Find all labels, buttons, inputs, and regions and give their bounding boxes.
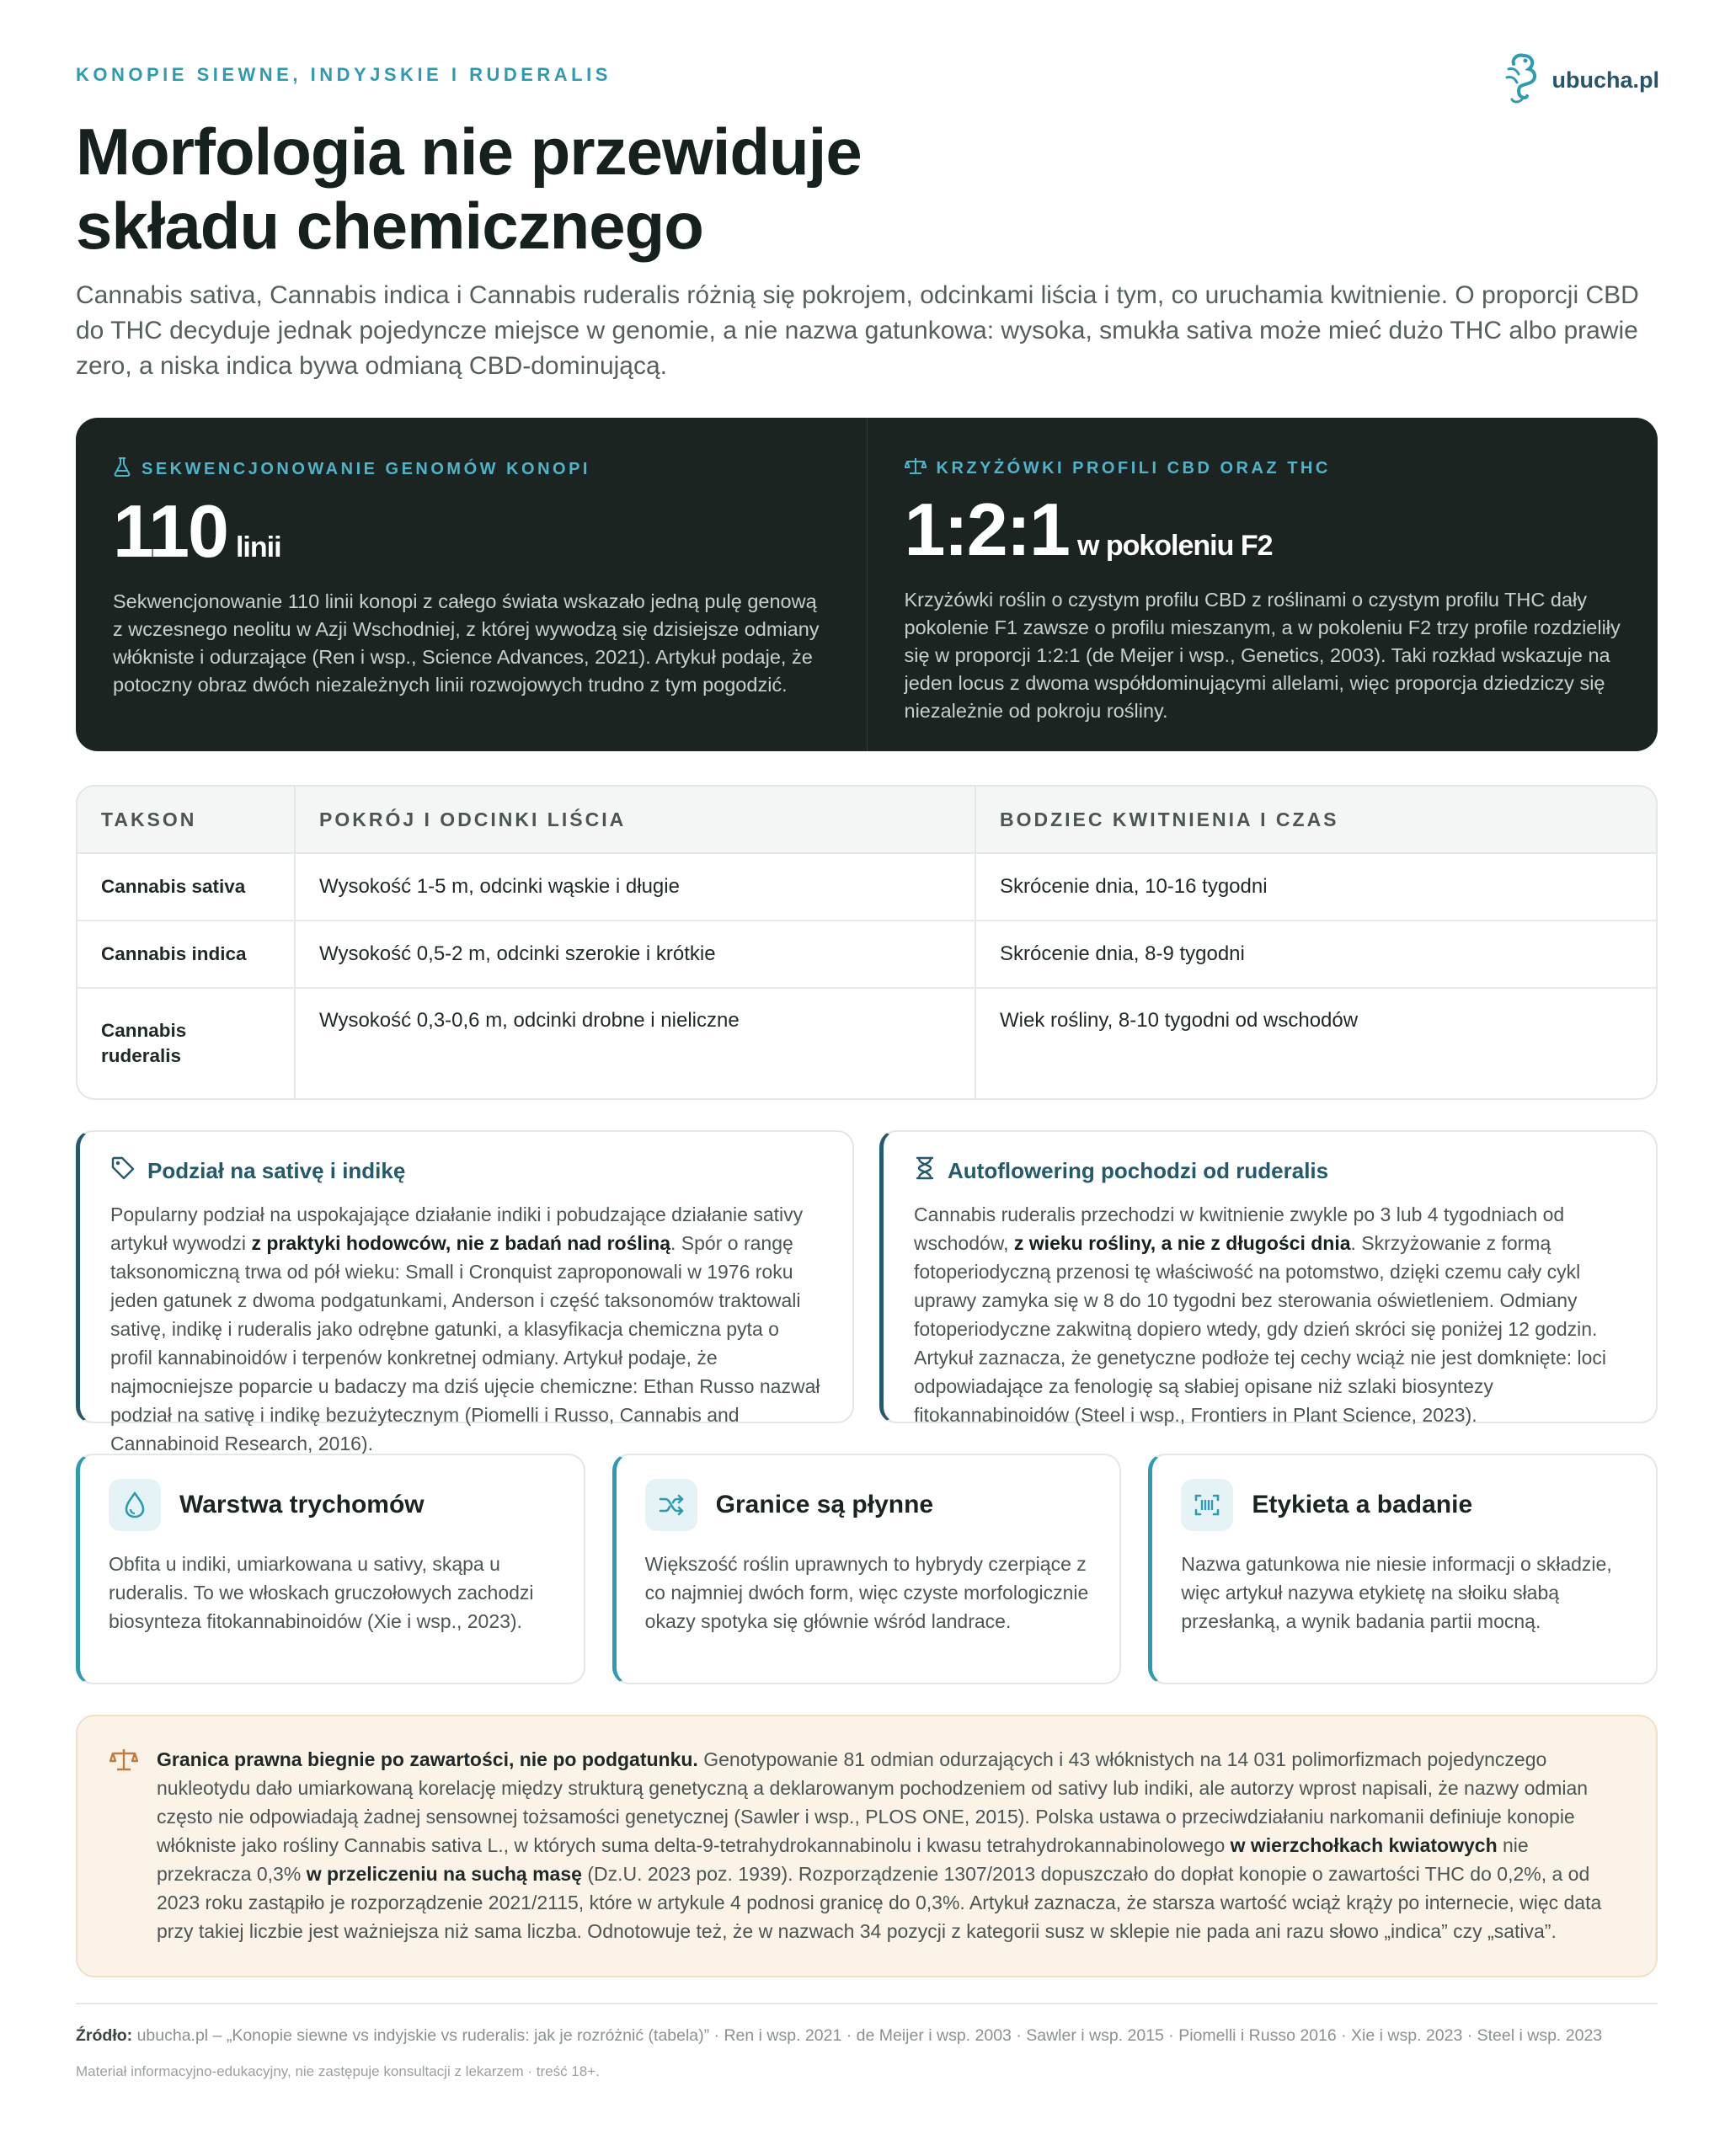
table-row xyxy=(77,853,1656,921)
barcode-scan-icon xyxy=(1181,1479,1233,1531)
card-body: Obfita u indiki, umiarkowana u sativy, skąpa u ruderalis. To we włoskach gruczołowych zachodzi biosynteza fitokannabinoidów (Xie i wsp., 2023). xyxy=(109,1553,534,1632)
flowering-cell: Skrócenie dnia, 10‑16 tygodni xyxy=(975,853,1656,921)
info-card-sativa-indica xyxy=(76,1130,854,1454)
stat-unit: linii xyxy=(235,531,281,563)
info-card-autoflowering xyxy=(879,1130,1658,1426)
seahorse-logo-icon xyxy=(1500,51,1542,110)
taxon-cell: Cannabis indica xyxy=(77,921,295,988)
legal-note xyxy=(76,1715,1658,1977)
taxon-cell: Cannabis sativa xyxy=(77,853,295,921)
stat-genome xyxy=(76,418,867,751)
hourglass-icon xyxy=(914,1155,936,1187)
morphology-cell: Wysokość 0,3‑0,6 m, odcinki drobne i nieliczne xyxy=(295,988,975,1098)
card-text: Popularny podział na uspokajające działanie indiki i pobudzające działanie sativy artykuł wywodzi xyxy=(110,1203,804,1254)
title-line-1: Morfologia nie przewiduje xyxy=(76,115,862,189)
shuffle-icon xyxy=(645,1479,697,1531)
section-kicker: KONOPIE SIEWNE, INDYJSKIE I RUDERALIS xyxy=(76,64,611,85)
stat-description: Krzyżówki roślin o czystym profilu CBD z roślinami o czystym profilu THC dały pokolenie F1 zawsze o profilu mieszanym, a w pokoleniu F2 trzy profile rozdzieliły się w proporcji 1:2:1 (de Meijer i wsp., Genetics, 2003). Taki rozkład wskazuje na jeden locus z dwoma współdominującymi allelami, więc proporcja dziedziczy się niezależnie od pokroju rośliny. xyxy=(904,589,1621,722)
card-body xyxy=(914,1200,1626,1429)
flowering-cell: Skrócenie dnia, 8‑9 tygodni xyxy=(975,921,1656,988)
card-body: Nazwa gatunkowa nie niesie informacji o składzie, więc artykuł nazywa etykietę na słoiku słabą przesłanką, a wynik badania partii mocną. xyxy=(1181,1553,1612,1632)
card-body: Większość roślin uprawnych to hybrydy czerpiące z co najmniej dwóch form, więc czyste morfologicznie okazy spotyka się głównie wśród landrace. xyxy=(644,1553,1089,1632)
page xyxy=(76,64,1658,2080)
footer xyxy=(76,2003,1658,2080)
note-text: nie przekracza 0,3% xyxy=(157,1834,1529,1885)
card-title-text: Autoflowering pochodzi od ruderalis xyxy=(948,1158,1329,1183)
card-text-emphasis: z wieku rośliny, a nie z długości dnia xyxy=(1013,1232,1351,1254)
info-cards xyxy=(76,1130,1658,1454)
card-title xyxy=(110,1155,822,1187)
stat-crosses xyxy=(867,418,1658,751)
card-title: Granice są płynne xyxy=(715,1491,934,1518)
scale-icon xyxy=(109,1747,138,1945)
stat-number: 110 xyxy=(113,489,227,573)
stat-number: 1:2:1 xyxy=(904,488,1069,571)
source-label: Źródło: xyxy=(76,2026,133,2045)
stat-kicker xyxy=(905,456,1621,480)
card-text: . Spór o rangę taksonomiczną trwa od pół wieku: Small i Cronquist zaproponowali w 1976 roku jeden gatunek z dwoma podgatunkami, Anderson i część taksonomów traktowali sativę, indikę i ruderalis jako odrębne gatunki, a klasyfikacja chemiczna pyta o profil kannabinoidów i terpenów konkretnej odmiany. Artykuł podaje, że najmocniejsze poparcie u badaczy ma dziś ujęcie chemiczne: Ethan Russo nazwał podział na sativę i indikę bezużytecznym (Piomelli i Russo, Cannabis and Cannabinoid Research, 2016). xyxy=(110,1232,820,1454)
stat-value xyxy=(113,489,830,573)
feature-card-boundaries xyxy=(612,1454,1122,1684)
title-line-2: składu chemicznego xyxy=(76,189,703,263)
note-emphasis: w wierzchołkach kwiatowych xyxy=(1230,1834,1498,1856)
feature-card-trichomes xyxy=(76,1454,585,1684)
stat-description: Sekwencjonowanie 110 linii konopi z całego świata wskazało jedną pulę genową z wczesnego neolitu w Azji Wschodniej, z której wywodzą się dzisiejsze odmiany włókniste i odurzające (Ren i wsp., Science Advances, 2021). Artykuł podaje, że potoczny obraz dwóch niezależnych linii rozwojowych trudno z tym pogodzić. xyxy=(113,590,820,696)
note-emphasis: w przeliczeniu na suchą masę xyxy=(306,1863,582,1885)
comparison-table xyxy=(76,785,1658,1100)
taxon-cell: Cannabis ruderalis xyxy=(101,1020,187,1066)
column-header: POKRÓJ I ODCINKI LIŚCIA xyxy=(295,787,975,853)
morphology-cell: Wysokość 0,5‑2 m, odcinki szerokie i krótkie xyxy=(295,921,975,988)
card-body xyxy=(110,1200,822,1458)
column-header: TAKSON xyxy=(77,787,295,853)
disclaimer: Materiał informacyjno‑edukacyjny, nie zastępuje konsultacji z lekarzem · treść 18+. xyxy=(76,2063,600,2079)
flowering-cell: Wiek rośliny, 8‑10 tygodni od wschodów xyxy=(975,988,1656,1098)
source-line xyxy=(76,2025,1658,2047)
stat-kicker-label: KRZYŻÓWKI PROFILI CBD ORAZ THC xyxy=(936,458,1331,478)
lead-paragraph: Cannabis sativa, Cannabis indica i Cannabis ruderalis różnią się pokrojem, odcinkami liścia i tym, co uruchamia kwitnienie. O proporcji CBD do THC decyduje jednak pojedyncze miejsce w genomie, a nie nazwa gatunkowa: wysoka, smukła sativa może mieć dużo THC albo prawie zero, a niska indica bywa odmianą CBD‑dominującą. xyxy=(76,281,1639,380)
table-row xyxy=(77,921,1656,988)
droplet-icon xyxy=(109,1479,161,1531)
table-row xyxy=(77,988,1656,1098)
card-text-emphasis: z praktyki hodowców, nie z badań nad rośliną xyxy=(251,1232,671,1254)
card-title-text: Podział na sativę i indikę xyxy=(147,1158,406,1183)
card-title: Etykieta a badanie xyxy=(1252,1491,1473,1518)
brand-logo[interactable] xyxy=(1500,51,1660,110)
card-text: Cannabis ruderalis przechodzi w kwitnienie zwykle po 3 lub 4 tygodniach od wschodów, xyxy=(914,1203,1565,1254)
card-title xyxy=(914,1155,1626,1187)
stat-value xyxy=(904,488,1621,571)
flask-icon xyxy=(113,456,131,482)
legal-note-text xyxy=(157,1745,1614,1945)
morphology-cell: Wysokość 1‑5 m, odcinki wąskie i długie xyxy=(295,853,975,921)
table-header-row xyxy=(77,787,1656,853)
scale-icon xyxy=(905,456,927,480)
tag-icon xyxy=(110,1155,136,1187)
note-text: Genotypowanie 81 odmian odurzających i 43 włóknistych na 14 031 polimorfizmach pojedynczego nukleotydu dało umiarkowaną korelację między strukturą genetyczną a deklarowanym pochodzeniem od sativy lub indiki, ale autorzy wprost napisali, że nazwy odmian często nie odpowiadają żadnej sensownej tożsamości genetycznej (Sawler i wsp., PLOS ONE, 2015). Polska ustawa o przeciwdziałaniu narkomanii definiuje konopie włókniste jako rośliny Cannabis sativa L., w których suma delta‑9‑tetrahydrokannabinolu i kwasu tetrahydrokannabinolowego xyxy=(157,1748,1589,1856)
source-text: ubucha.pl – „Konopie siewne vs indyjskie vs ruderalis: jak je rozróżnić (tabela)” · Ren i wsp. 2021 · de Meijer i wsp. 2003 · Sawler i wsp. 2015 · Piomelli i Russo 2016 · Xie i wsp. 2023 · Steel i wsp. 2023 xyxy=(132,2026,1603,2045)
page-title xyxy=(76,115,1658,263)
feature-cards xyxy=(76,1454,1658,1684)
note-lead: Granica prawna biegnie po zawartości, nie po podgatunku. xyxy=(157,1748,698,1770)
card-text: . Skrzyżowanie z formą fotoperiodyczną przenosi tę właściwość na potomstwo, dzięki czemu cały cykl uprawy zamyka się w 8 do 10 tygodni bez sterowania oświetleniem. Odmiany fotoperiodyczne zakwitną dopiero wtedy, gdy dzień skróci się poniżej 12 godzin. Artykuł zaznacza, że genetyczne podłoże tej cechy wciąż nie jest domknięte: loci odpowiadające za fenologię są słabiej opisane niż szlaki biosyntezy fitokannabinoidów (Steel i wsp., Frontiers in Plant Science, 2023). xyxy=(914,1232,1607,1426)
stat-unit: w pokoleniu F2 xyxy=(1076,530,1273,562)
feature-card-label xyxy=(1148,1454,1658,1684)
stat-kicker xyxy=(113,456,830,482)
logo-text: ubucha.pl xyxy=(1551,67,1659,93)
stats-panel xyxy=(76,418,1658,751)
column-header: BODZIEC KWITNIENIA I CZAS xyxy=(975,787,1656,853)
stat-kicker-label: SEKWENCJONOWANIE GENOMÓW KONOPI xyxy=(142,459,590,478)
note-text: (Dz.U. 2023 poz. 1939). Rozporządzenie 1307/2013 dopuszczało do dopłat konopie o zawartości THC do 0,2%, a od 2023 roku zastąpiło je rozporządzenie 2021/2115, które w artykule 4 podnosi granicę do 0,3%. Artykuł zaznacza, że starsza wartość wciąż krąży po internecie, więc data przy takiej liczbie jest ważniejsza niż sama liczba. Odnotowuje też, że w nazwach 34 pozycji z kategorii susz w sklepie nie pada ani razu słowo „indica” czy „sativa”. xyxy=(157,1863,1602,1942)
card-title: Warstwa trychomów xyxy=(179,1491,425,1518)
